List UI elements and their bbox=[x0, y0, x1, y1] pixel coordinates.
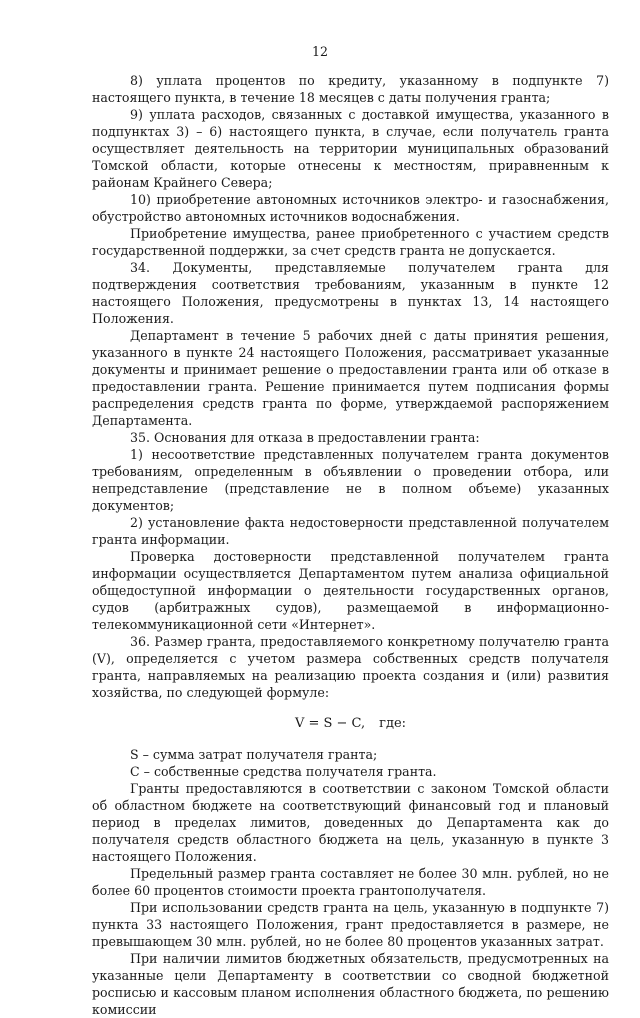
paragraph-item-9: 9) уплата расходов, связанных с доставкой имущества, указанного в подпунктах 3) – 6) настоящего пункта, в случае, если получатель гранта осуществляет деятельность на территории муниципальных образований Томской области, которые отнесены к местностям, приравненным к районам Крайнего Севера; bbox=[92, 107, 609, 190]
paragraph-34: 34. Документы, представляемые получателем гранта для подтверждения соответствия требованиям, указанным в пункте 12 настоящего Положения, предусмотрены в пунктах 13, 14 настоящего Положения. bbox=[92, 260, 609, 326]
document-body bbox=[92, 72, 609, 1018]
definition-c: C – собственные средства получателя гранта. bbox=[130, 764, 437, 779]
paragraph-36: 36. Размер гранта, предоставляемого конкретному получателю гранта (V), определяется с учетом размера собственных средств получателя гранта, направляемых на реализацию проекта создания и (или) развития хозяйства, по следующей формуле: bbox=[92, 634, 609, 700]
definition-s: S – сумма затрат получателя гранта; bbox=[130, 747, 378, 762]
paragraph-subitem-7: При использовании средств гранта на цель, указанную в подпункте 7) пункта 33 настоящего Положения, грант предоставляется в размере, не превышающем 30 млн. рублей, но не более 80 процентов указанных затрат. bbox=[92, 900, 609, 949]
formula-expression: V = S − C, bbox=[294, 716, 366, 731]
paragraph-max-grant: Предельный размер гранта составляет не более 30 млн. рублей, но не более 60 процентов стоимости проекта грантополучателя. bbox=[92, 866, 609, 898]
paragraph-budget-law: Гранты предоставляются в соответствии с законом Томской области об областном бюджете на соответствующий финансовый год и плановый период в пределах лимитов, доведенных до Департамента как до получателя средств областного бюджета на цель, указанную в пункте 3 настоящего Положения. bbox=[92, 781, 609, 864]
paragraph-verification: Проверка достоверности представленной получателем гранта информации осуществляется Департаментом путем анализа официальной общедоступной информации о деятельности государственных органов, судов (арбитражных судов), размещаемой в информационно-телекоммуникационной сети «Интернет». bbox=[92, 549, 609, 632]
paragraph-35: 35. Основания для отказа в предоставлении гранта: bbox=[130, 430, 480, 445]
paragraph-35-item-1: 1) несоответствие представленных получателем гранта документов требованиям, определенным в объявлении о проведении отбора, или непредставление (представление не в полном объеме) указанных документов; bbox=[92, 447, 609, 513]
paragraph-restriction: Приобретение имущества, ранее приобретенного с участием средств государственной поддержки, за счет средств гранта не допускается. bbox=[92, 226, 609, 258]
grant-formula bbox=[92, 715, 609, 732]
paragraph-item-10: 10) приобретение автономных источников электро- и газоснабжения, обустройство автономных источников водоснабжения. bbox=[92, 192, 609, 224]
paragraph-limits: При наличии лимитов бюджетных обязательств, предусмотренных на указанные цели Департаменту в соответствии со сводной бюджетной росписью и кассовым планом исполнения областного бюджета, по решению комиссии bbox=[92, 951, 609, 1017]
page-number: 12 bbox=[311, 44, 329, 59]
paragraph-department-review: Департамент в течение 5 рабочих дней с даты принятия решения, указанного в пункте 24 настоящего Положения, рассматривает указанные документы и принимает решение о предоставлении гранта или об отказе в предоставлении гранта. Решение принимается путем подписания формы распределения средств гранта по форме, утверждаемой распоряжением Департамента. bbox=[92, 328, 609, 428]
paragraph-item-8: 8) уплата процентов по кредиту, указанному в подпункте 7) настоящего пункта, в течение 18 месяцев с даты получения гранта; bbox=[92, 73, 609, 105]
formula-suffix: где: bbox=[379, 716, 407, 731]
paragraph-35-item-2: 2) установление факта недостоверности представленной получателем гранта информации. bbox=[92, 515, 609, 547]
